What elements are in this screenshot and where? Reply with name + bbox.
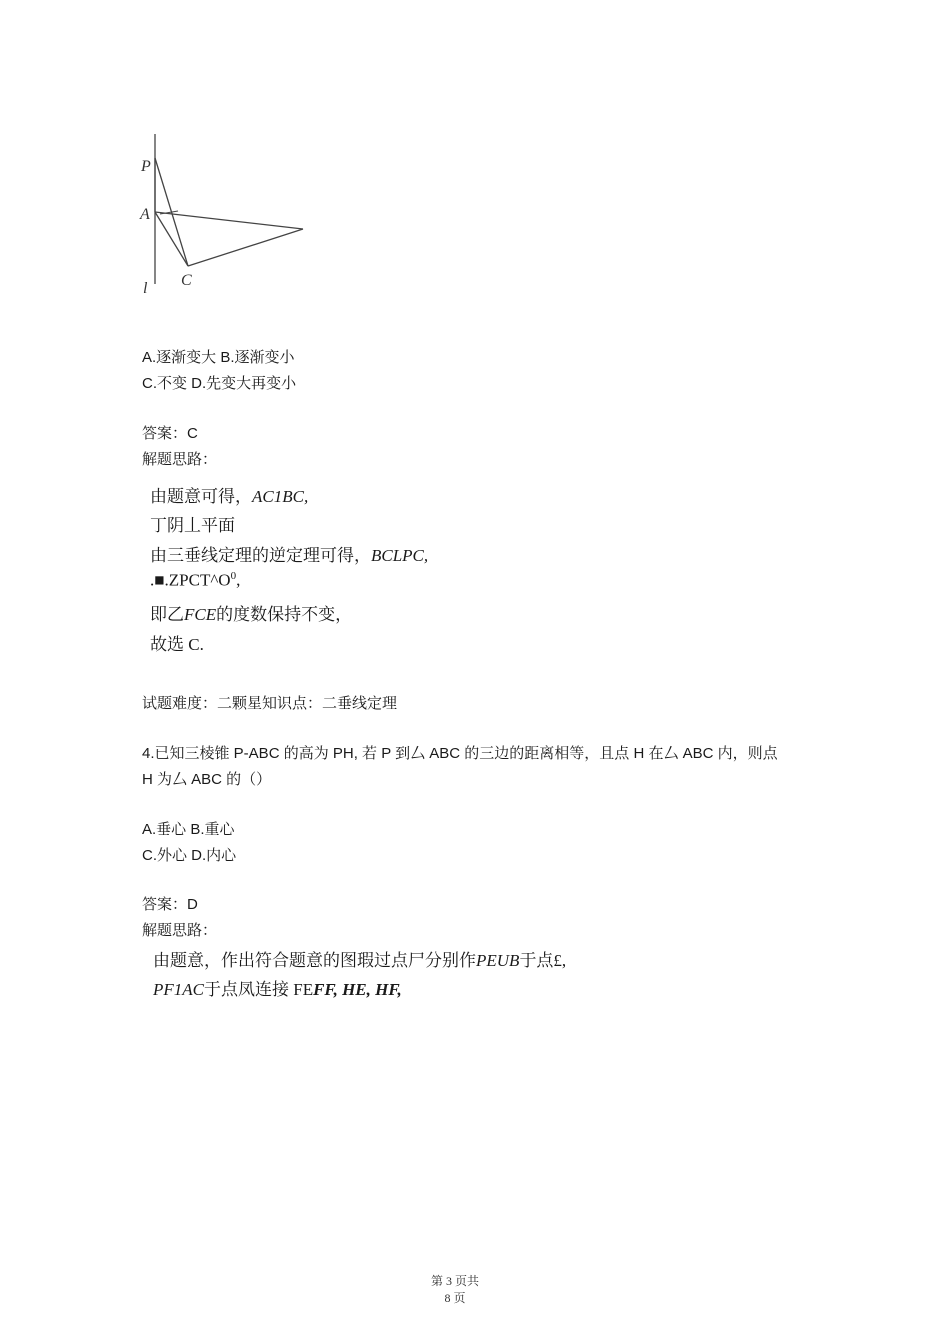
- q3-sol3-text: 由三垂线定理的逆定理可得，: [150, 546, 371, 565]
- q3-meta: 试题难度：二颗星知识点：二垂线定理: [142, 695, 398, 712]
- q3-solution-line2: 丁阴丄平面: [150, 516, 235, 535]
- q4-sol1-text: 由题意，作出符合题意的图瑕过点尸分别作: [153, 951, 476, 970]
- q3-options-line1: A.逐渐变大 B.逐渐变小: [142, 349, 295, 366]
- footer-page-line2: 8 页: [444, 1291, 466, 1305]
- q4-question-line1: 4.已知三棱锥 P-ABC 的高为 PH, 若 P 到厶 ABC 的三边的距离相等，且点 H 在厶 ABC 内，则点: [142, 745, 778, 762]
- q3-explain-heading: 解题思路：: [142, 451, 218, 468]
- q4-sol1-math: PEUB: [476, 951, 520, 970]
- q4-answer: 答案：D: [142, 896, 198, 913]
- q4-explain-heading: 解题思路：: [142, 922, 218, 939]
- q3-sol1-math: AC1BC,: [252, 487, 309, 506]
- label-p: P: [141, 158, 151, 175]
- q3-sol4-sup: 0: [230, 570, 237, 582]
- q4-sol1-end: 于点£,: [519, 951, 567, 970]
- q3-sol5-math: FCE: [184, 605, 217, 624]
- q3-solution-line3: [150, 541, 428, 566]
- q4-sol2-text: 于点凤连接 FE: [204, 980, 314, 999]
- label-c: C: [181, 272, 192, 289]
- label-a: A: [140, 206, 150, 223]
- q3-sol5-b: 的度数保持不变，: [216, 605, 353, 624]
- q3-sol4-end: ,: [236, 570, 241, 590]
- q3-solution-line4: [150, 570, 240, 591]
- q3-solution-line5: [150, 600, 352, 625]
- q3-options-line2: C.不变 D.先变大再变小: [142, 375, 297, 392]
- q3-sol1-text: 由题意可得，: [150, 487, 252, 506]
- q4-sol2-math2: FF, HE, HF,: [313, 980, 402, 999]
- q4-options-line1: A.垂心 B.重心: [142, 821, 235, 838]
- q4-solution-line2: [153, 975, 402, 1000]
- segment-ac: [155, 212, 188, 266]
- segment-c-far: [188, 229, 303, 266]
- q3-solution-line6: 故选 C.: [150, 635, 204, 654]
- label-l: l: [143, 280, 148, 297]
- q3-solution-line1: [150, 482, 308, 507]
- q3-sol3-math: BCLPC,: [371, 546, 429, 565]
- q4-solution-line1: [153, 946, 566, 971]
- q3-sol5-a: 即乙: [150, 605, 184, 624]
- q4-sol2-math1: PF1AC: [153, 980, 204, 999]
- q4-question-line2: H 为厶 ABC 的（）: [142, 771, 272, 788]
- q3-answer: 答案：C: [142, 425, 198, 442]
- geometry-figure: [132, 128, 322, 308]
- q3-sol4-main: .■.ZPCT^O: [150, 570, 231, 590]
- segment-a-far: [155, 212, 303, 229]
- footer-page-line1: 第 3 页共: [430, 1274, 479, 1288]
- q4-options-line2: C.外心 D.内心: [142, 847, 237, 864]
